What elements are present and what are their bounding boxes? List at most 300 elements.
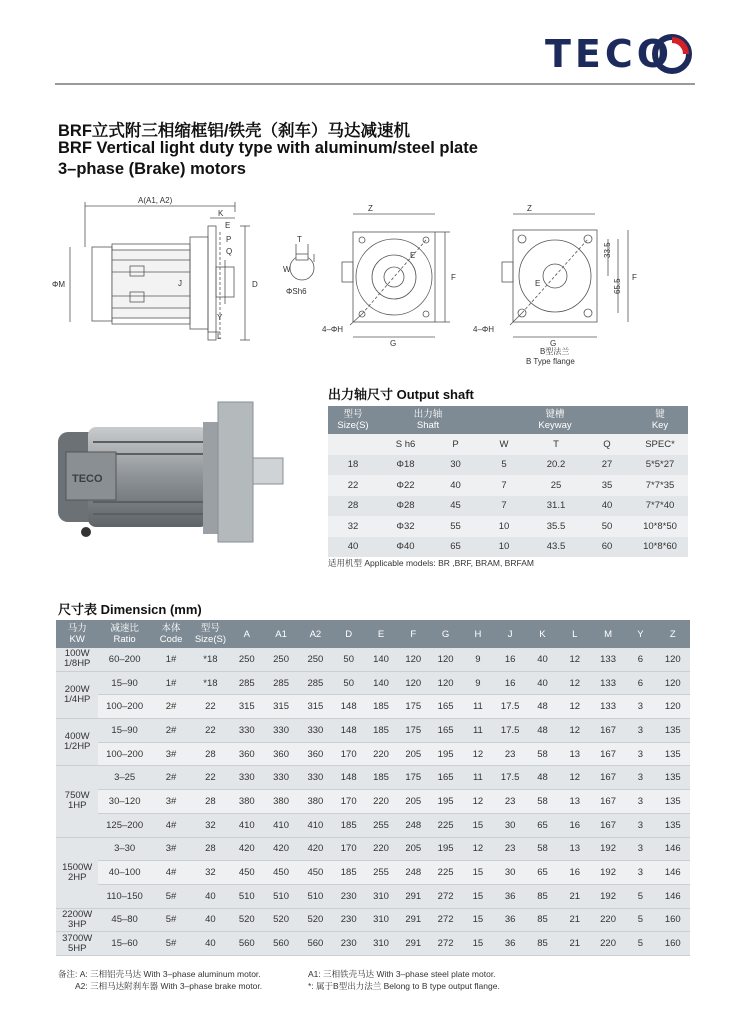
dim-cell: 17.5 bbox=[494, 766, 526, 790]
dim-cell: *18 bbox=[191, 648, 229, 671]
dim-cell: 520 bbox=[230, 908, 264, 932]
label-p: P bbox=[226, 235, 232, 244]
dim-cell: 85 bbox=[526, 884, 558, 908]
dim-header-cell: A bbox=[230, 620, 264, 648]
dim-cell: 9 bbox=[462, 648, 494, 671]
dim-cell: 36 bbox=[494, 932, 526, 956]
dim-cell: 2# bbox=[151, 719, 191, 743]
dim-cell: 146 bbox=[656, 861, 690, 885]
dim-cell: 28 bbox=[191, 790, 229, 814]
dim-row bbox=[56, 908, 690, 932]
os-sub-t: T bbox=[530, 434, 582, 455]
dim-row bbox=[56, 813, 690, 837]
label-l: L bbox=[217, 332, 222, 341]
os-cell: Φ28 bbox=[378, 496, 433, 517]
dim-cell: 1# bbox=[151, 648, 191, 671]
dim-row bbox=[56, 837, 690, 861]
dim-cell: 165 bbox=[429, 719, 461, 743]
dim-cell: 120 bbox=[397, 671, 429, 695]
dim-cell: 248 bbox=[397, 813, 429, 837]
dim-cell: 160 bbox=[656, 908, 690, 932]
dim-cell: 140 bbox=[365, 648, 397, 671]
dim-cell: 12 bbox=[559, 766, 591, 790]
dim-cell: 185 bbox=[365, 695, 397, 719]
front-view-drawing bbox=[342, 214, 450, 337]
dim-cell: 120 bbox=[397, 648, 429, 671]
dim-header-cell: 减速比 Ratio bbox=[98, 620, 150, 648]
dim-cell: 11 bbox=[462, 719, 494, 743]
label-d: D bbox=[252, 280, 258, 289]
label-4h-b: 4–ΦH bbox=[473, 325, 495, 334]
dim-cell: 330 bbox=[230, 719, 264, 743]
dim-cell: 146 bbox=[656, 837, 690, 861]
dim-cell: 310 bbox=[365, 908, 397, 932]
os-row bbox=[328, 516, 688, 537]
os-cell: 65 bbox=[433, 537, 478, 558]
dim-cell: 410 bbox=[298, 813, 332, 837]
dim-cell: 315 bbox=[264, 695, 298, 719]
dim-cell: 15 bbox=[462, 932, 494, 956]
dim-cell: 175 bbox=[397, 695, 429, 719]
dim-cell: 380 bbox=[230, 790, 264, 814]
dim-cell: 48 bbox=[526, 719, 558, 743]
dim-cell: 9 bbox=[462, 671, 494, 695]
dim-cell: 291 bbox=[397, 932, 429, 956]
dim-cell: 170 bbox=[333, 837, 365, 861]
os-cell: 50 bbox=[582, 516, 632, 537]
dim-cell: 195 bbox=[429, 790, 461, 814]
dim-cell: 15–60 bbox=[98, 932, 150, 956]
dim-cell: 185 bbox=[365, 766, 397, 790]
os-cell: 35 bbox=[582, 475, 632, 496]
dim-cell: 1# bbox=[151, 671, 191, 695]
label-e: E bbox=[410, 251, 416, 260]
dim-header-cell: J bbox=[494, 620, 526, 648]
dim-cell: 21 bbox=[559, 908, 591, 932]
dim-cell: 133 bbox=[591, 648, 625, 671]
dim-cell: 30 bbox=[494, 861, 526, 885]
dim-cell: 85 bbox=[526, 932, 558, 956]
dim-header-cell: M bbox=[591, 620, 625, 648]
motor-product-image bbox=[48, 392, 318, 552]
dim-row bbox=[56, 861, 690, 885]
dim-cell: 195 bbox=[429, 742, 461, 766]
label-q: Q bbox=[226, 247, 233, 256]
label-y: Y bbox=[217, 313, 223, 322]
label-j: J bbox=[178, 279, 182, 288]
dim-cell: 3# bbox=[151, 837, 191, 861]
label-t: T bbox=[297, 235, 302, 244]
dim-header-cell: G bbox=[429, 620, 461, 648]
dim-cell: 58 bbox=[526, 742, 558, 766]
label-4h: 4–ΦH bbox=[322, 325, 344, 334]
dim-cell: 520 bbox=[264, 908, 298, 932]
dim-cell: 220 bbox=[365, 742, 397, 766]
dim-header-cell: E bbox=[365, 620, 397, 648]
dim-row bbox=[56, 884, 690, 908]
dim-row bbox=[56, 719, 690, 743]
dim-power-cell: 3700W 5HP bbox=[56, 932, 98, 956]
dim-cell: 420 bbox=[298, 837, 332, 861]
note-a2: A2: 三相马达附刹车器 With 3–phase brake motor. bbox=[75, 981, 263, 991]
dim-cell: 167 bbox=[591, 742, 625, 766]
title-chinese: BRF立式附三相缩框铝/铁壳（刹车）马达减速机 bbox=[58, 122, 410, 140]
dim-cell: 22 bbox=[191, 766, 229, 790]
dim-cell: 12 bbox=[559, 695, 591, 719]
b-flange-drawing bbox=[502, 214, 628, 337]
dim-cell: 360 bbox=[230, 742, 264, 766]
dim-cell: 185 bbox=[333, 861, 365, 885]
dim-header-cell: Z bbox=[656, 620, 690, 648]
side-view-drawing bbox=[70, 202, 250, 340]
dim-cell: 165 bbox=[429, 695, 461, 719]
dim-cell: *18 bbox=[191, 671, 229, 695]
dim-header-cell: F bbox=[397, 620, 429, 648]
os-row bbox=[328, 496, 688, 517]
dim-cell: 12 bbox=[462, 837, 494, 861]
dim-cell: 380 bbox=[298, 790, 332, 814]
os-cell: 25 bbox=[530, 475, 582, 496]
os-cell: 43.5 bbox=[530, 537, 582, 558]
dim-cell: 40 bbox=[191, 908, 229, 932]
dim-cell: 140 bbox=[365, 671, 397, 695]
label-f: F bbox=[451, 273, 456, 282]
dim-row bbox=[56, 932, 690, 956]
os-cell: 7 bbox=[478, 475, 530, 496]
dim-cell: 15–90 bbox=[98, 719, 150, 743]
dim-cell: 5 bbox=[625, 884, 655, 908]
os-row bbox=[328, 537, 688, 558]
label-g: G bbox=[390, 339, 397, 348]
dim-cell: 120 bbox=[656, 671, 690, 695]
dim-cell: 2# bbox=[151, 695, 191, 719]
dim-cell: 135 bbox=[656, 813, 690, 837]
dim-cell: 167 bbox=[591, 813, 625, 837]
dim-cell: 30–120 bbox=[98, 790, 150, 814]
dim-cell: 220 bbox=[591, 932, 625, 956]
dim-cell: 192 bbox=[591, 837, 625, 861]
dim-cell: 23 bbox=[494, 742, 526, 766]
dim-cell: 3# bbox=[151, 742, 191, 766]
os-cell: 10 bbox=[478, 516, 530, 537]
dim-cell: 510 bbox=[230, 884, 264, 908]
os-head-size: 型号 Size(S) bbox=[328, 406, 378, 434]
dim-cell: 15 bbox=[462, 861, 494, 885]
dim-cell: 13 bbox=[559, 790, 591, 814]
dim-cell: 135 bbox=[656, 790, 690, 814]
dim-cell: 40 bbox=[526, 648, 558, 671]
note-star: *: 属于B型出力法兰 Belong to B type output flange. bbox=[308, 981, 500, 991]
dim-cell: 250 bbox=[264, 648, 298, 671]
dim-cell: 285 bbox=[298, 671, 332, 695]
os-cell: 40 bbox=[433, 475, 478, 496]
dim-cell: 170 bbox=[333, 790, 365, 814]
os-cell: 5 bbox=[478, 455, 530, 476]
dim-cell: 40 bbox=[191, 884, 229, 908]
dim-cell: 230 bbox=[333, 884, 365, 908]
dim-cell: 5 bbox=[625, 908, 655, 932]
label-phi-sh6: ΦSh6 bbox=[286, 287, 307, 296]
os-cell: 18 bbox=[328, 455, 378, 476]
dim-cell: 6 bbox=[625, 648, 655, 671]
dim-cell: 3# bbox=[151, 790, 191, 814]
dim-cell: 11 bbox=[462, 695, 494, 719]
os-cell: 40 bbox=[582, 496, 632, 517]
os-cell: 7 bbox=[478, 496, 530, 517]
os-cell: 32 bbox=[328, 516, 378, 537]
dim-cell: 205 bbox=[397, 742, 429, 766]
os-cell: 28 bbox=[328, 496, 378, 517]
dim-cell: 36 bbox=[494, 884, 526, 908]
dim-cell: 560 bbox=[264, 932, 298, 956]
dim-cell: 185 bbox=[365, 719, 397, 743]
dim-cell: 360 bbox=[298, 742, 332, 766]
dim-cell: 4# bbox=[151, 861, 191, 885]
dim-cell: 40–100 bbox=[98, 861, 150, 885]
dim-cell: 167 bbox=[591, 790, 625, 814]
dim-cell: 16 bbox=[494, 671, 526, 695]
dim-cell: 120 bbox=[656, 695, 690, 719]
dim-cell: 410 bbox=[264, 813, 298, 837]
dim-cell: 133 bbox=[591, 695, 625, 719]
os-cell: 7*7*40 bbox=[632, 496, 688, 517]
os-cell: 30 bbox=[433, 455, 478, 476]
dim-cell: 5# bbox=[151, 908, 191, 932]
os-row bbox=[328, 475, 688, 496]
dim-cell: 167 bbox=[591, 766, 625, 790]
dim-cell: 255 bbox=[365, 813, 397, 837]
dim-cell: 12 bbox=[559, 671, 591, 695]
dim-cell: 100–200 bbox=[98, 742, 150, 766]
label-a-dim: A(A1, A2) bbox=[138, 196, 173, 205]
dim-cell: 250 bbox=[298, 648, 332, 671]
dim-cell: 65 bbox=[526, 813, 558, 837]
dim-header-cell: A1 bbox=[264, 620, 298, 648]
dim-cell: 510 bbox=[298, 884, 332, 908]
dim-cell: 2# bbox=[151, 766, 191, 790]
dim-cell: 23 bbox=[494, 837, 526, 861]
teco-logo-mark bbox=[652, 34, 692, 74]
dim-cell: 13 bbox=[559, 837, 591, 861]
dim-cell: 3 bbox=[625, 813, 655, 837]
dim-cell: 330 bbox=[298, 766, 332, 790]
dim-cell: 148 bbox=[333, 766, 365, 790]
dim-cell: 450 bbox=[230, 861, 264, 885]
os-head-key: 键 Key bbox=[632, 406, 688, 434]
dim-cell: 520 bbox=[298, 908, 332, 932]
output-shaft-table bbox=[328, 406, 688, 557]
dim-cell: 291 bbox=[397, 908, 429, 932]
dim-cell: 205 bbox=[397, 790, 429, 814]
dim-cell: 330 bbox=[264, 766, 298, 790]
dim-cell: 450 bbox=[264, 861, 298, 885]
dim-cell: 135 bbox=[656, 742, 690, 766]
dim-cell: 40 bbox=[526, 671, 558, 695]
title-english-line1: BRF Vertical light duty type with aluminum/steel plate bbox=[58, 139, 478, 157]
dim-cell: 330 bbox=[230, 766, 264, 790]
os-sub-spec: SPEC* bbox=[632, 434, 688, 455]
dim-cell: 165 bbox=[429, 766, 461, 790]
dim-cell: 32 bbox=[191, 813, 229, 837]
dim-power-cell: 750W 1HP bbox=[56, 766, 98, 837]
dim-cell: 22 bbox=[191, 719, 229, 743]
dim-row bbox=[56, 648, 690, 671]
dimension-table bbox=[56, 620, 690, 956]
dim-cell: 167 bbox=[591, 719, 625, 743]
os-head-keyway: 键槽 Keyway bbox=[478, 406, 632, 434]
dim-cell: 4# bbox=[151, 813, 191, 837]
dim-cell: 45–80 bbox=[98, 908, 150, 932]
dim-row bbox=[56, 766, 690, 790]
dim-cell: 135 bbox=[656, 719, 690, 743]
dim-cell: 450 bbox=[298, 861, 332, 885]
dim-cell: 11 bbox=[462, 766, 494, 790]
dim-cell: 560 bbox=[230, 932, 264, 956]
dim-cell: 58 bbox=[526, 837, 558, 861]
dim-cell: 60–200 bbox=[98, 648, 150, 671]
dim-cell: 560 bbox=[298, 932, 332, 956]
dim-power-cell: 100W 1/8HP bbox=[56, 648, 98, 671]
os-cell: Φ22 bbox=[378, 475, 433, 496]
dim-cell: 3 bbox=[625, 837, 655, 861]
os-cell: 27 bbox=[582, 455, 632, 476]
dim-cell: 100–200 bbox=[98, 695, 150, 719]
label-b-flange-en: B Type flange bbox=[526, 357, 575, 366]
dim-cell: 380 bbox=[264, 790, 298, 814]
dim-cell: 230 bbox=[333, 932, 365, 956]
dim-cell: 16 bbox=[559, 861, 591, 885]
dim-cell: 192 bbox=[591, 861, 625, 885]
dim-cell: 21 bbox=[559, 932, 591, 956]
dim-cell: 315 bbox=[298, 695, 332, 719]
dim-cell: 420 bbox=[230, 837, 264, 861]
dim-row bbox=[56, 790, 690, 814]
dim-cell: 5# bbox=[151, 884, 191, 908]
dim-cell: 50 bbox=[333, 648, 365, 671]
dim-cell: 32 bbox=[191, 861, 229, 885]
dim-cell: 148 bbox=[333, 695, 365, 719]
dim-cell: 170 bbox=[333, 742, 365, 766]
dim-cell: 175 bbox=[397, 719, 429, 743]
dim-cell: 16 bbox=[494, 648, 526, 671]
dim-cell: 3 bbox=[625, 742, 655, 766]
dim-power-cell: 2200W 3HP bbox=[56, 908, 98, 932]
dim-cell: 50 bbox=[333, 671, 365, 695]
dim-cell: 13 bbox=[559, 742, 591, 766]
dim-cell: 185 bbox=[333, 813, 365, 837]
dim-header-cell: Y bbox=[625, 620, 655, 648]
os-cell: 10 bbox=[478, 537, 530, 558]
os-sub-p: P bbox=[433, 434, 478, 455]
os-cell: 10*8*60 bbox=[632, 537, 688, 558]
dim-header-cell: 型号 Size(S) bbox=[191, 620, 229, 648]
dim-cell: 3 bbox=[625, 790, 655, 814]
dim-cell: 28 bbox=[191, 742, 229, 766]
technical-drawings bbox=[50, 192, 700, 367]
dim-cell: 220 bbox=[591, 908, 625, 932]
dim-header-cell: 本体 Code bbox=[151, 620, 191, 648]
dim-cell: 120 bbox=[429, 671, 461, 695]
dim-cell: 3 bbox=[625, 719, 655, 743]
note-a: 备注: A: 三相铝壳马达 With 3–phase aluminum motor. bbox=[58, 969, 261, 979]
dim-cell: 272 bbox=[429, 932, 461, 956]
os-cell: 5*5*27 bbox=[632, 455, 688, 476]
os-sub-w: W bbox=[478, 434, 530, 455]
dim-cell: 310 bbox=[365, 884, 397, 908]
os-cell: 45 bbox=[433, 496, 478, 517]
shaft-detail-drawing bbox=[290, 244, 314, 280]
brand-logo: TECO bbox=[545, 32, 674, 76]
dim-cell: 148 bbox=[333, 719, 365, 743]
dim-cell: 5# bbox=[151, 932, 191, 956]
dim-cell: 250 bbox=[230, 648, 264, 671]
dim-cell: 120 bbox=[429, 648, 461, 671]
dim-cell: 110–150 bbox=[98, 884, 150, 908]
dim-cell: 205 bbox=[397, 837, 429, 861]
os-cell: Φ40 bbox=[378, 537, 433, 558]
dim-cell: 21 bbox=[559, 884, 591, 908]
dim-cell: 410 bbox=[230, 813, 264, 837]
dim-cell: 125–200 bbox=[98, 813, 150, 837]
os-sub-s: S h6 bbox=[378, 434, 433, 455]
dim-cell: 6 bbox=[625, 671, 655, 695]
dim-cell: 220 bbox=[365, 837, 397, 861]
dim-cell: 285 bbox=[230, 671, 264, 695]
dim-cell: 272 bbox=[429, 908, 461, 932]
label-phi-m: ΦM bbox=[52, 280, 66, 289]
dim-cell: 230 bbox=[333, 908, 365, 932]
dim-cell: 12 bbox=[559, 648, 591, 671]
dim-cell: 3–25 bbox=[98, 766, 150, 790]
label-b-flange-cn: B型法兰 bbox=[540, 347, 570, 356]
dim-cell: 330 bbox=[298, 719, 332, 743]
label-f2: F bbox=[632, 273, 637, 282]
dim-cell: 17.5 bbox=[494, 719, 526, 743]
os-cell: 10*8*50 bbox=[632, 516, 688, 537]
dim-cell: 15 bbox=[462, 884, 494, 908]
dim-cell: 135 bbox=[656, 766, 690, 790]
os-cell: 31.1 bbox=[530, 496, 582, 517]
dim-cell: 15 bbox=[462, 813, 494, 837]
dim-cell: 12 bbox=[462, 790, 494, 814]
dim-header-cell: A2 bbox=[298, 620, 332, 648]
dim-cell: 133 bbox=[591, 671, 625, 695]
label-65-5: 65.5 bbox=[613, 278, 622, 294]
dim-cell: 285 bbox=[264, 671, 298, 695]
dim-cell: 15–90 bbox=[98, 671, 150, 695]
header-divider bbox=[55, 83, 695, 85]
title-english-line2: 3–phase (Brake) motors bbox=[58, 160, 246, 178]
applicable-models: 适用机型 Applicable models: BR ,BRF, BRAM, BRFAM bbox=[328, 558, 534, 568]
dim-cell: 146 bbox=[656, 884, 690, 908]
os-row bbox=[328, 455, 688, 476]
dim-cell: 40 bbox=[191, 932, 229, 956]
label-e-side: E bbox=[225, 221, 231, 230]
dim-row bbox=[56, 695, 690, 719]
dim-cell: 48 bbox=[526, 766, 558, 790]
dim-power-cell: 1500W 2HP bbox=[56, 837, 98, 908]
output-shaft-title: 出力轴尺寸 Output shaft bbox=[328, 387, 474, 402]
dim-cell: 3 bbox=[625, 766, 655, 790]
dim-cell: 420 bbox=[264, 837, 298, 861]
dim-cell: 255 bbox=[365, 861, 397, 885]
dim-row bbox=[56, 742, 690, 766]
label-z2: Z bbox=[527, 204, 532, 213]
dim-power-cell: 200W 1/4HP bbox=[56, 671, 98, 718]
dim-cell: 192 bbox=[591, 884, 625, 908]
dim-cell: 23 bbox=[494, 790, 526, 814]
dim-cell: 360 bbox=[264, 742, 298, 766]
